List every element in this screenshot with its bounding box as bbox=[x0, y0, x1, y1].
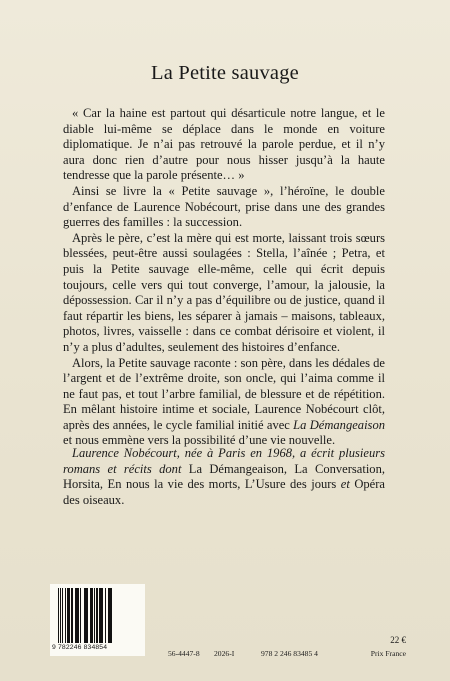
opening-quote: « Car la haine est partout qui désarticule notre langue, et le diable lui-même se déplace dans le monde en voiture diplomatique. Je n’ai pas retrouvé la parole perdue, et il n’y aura donc rien d’autre pour nous hisser jusqu’à la haute tendresse que la parole présente… » bbox=[63, 106, 385, 183]
barcode bbox=[50, 584, 145, 656]
author-works: La Démangeaison, La Conversation, Horsita, En nous la vie des morts, L’Usure des jours bbox=[63, 461, 385, 492]
barcode-digits: 9 782246 834854 bbox=[52, 644, 108, 651]
edition-code: 56-4447-8 bbox=[168, 649, 200, 658]
barcode-bar bbox=[112, 588, 113, 643]
book-title: La Petite sauvage bbox=[151, 62, 299, 84]
author-bio bbox=[63, 446, 385, 508]
blurb-paragraph: Après le père, c’est la mère qui est morte, laissant trois sœurs blessées, peut-être aussi soulagées : Stella, l’aînée ; Petra, et puis la Petite sauvage elle-même, celle qui écrit depuis toujours, celle vers qui tout converge, l’amour, la jalousie, la dépossession. Car il n’y a pas d’équilibre ou de justice, quand il faut répartir les biens, les séparer à jamais – maisons, tableaux, photos, livres, vaisselle : dans ce combat dérisoire et violent, il n’y a plus d’adultes, seulement des histoires d’enfance. bbox=[63, 230, 385, 354]
author-et: et bbox=[340, 477, 350, 492]
blurb-text: Alors, la Petite sauvage raconte : son père, dans les dédales de l’argent et de l’extrême droite, son oncle, qui l’aima comme il ne faut pas, et tout l’arbre familial, de blessure et de répétition. En mêlant histoire intime et sociale, Laurence Nobécourt clôt, après des années, le cycle familial initié avec bbox=[63, 355, 385, 432]
blurb-paragraph: Ainsi se livre la « Petite sauvage », l’héroïne, le double d’enfance de Laurence Nobécourt, prise dans une des grandes guerres des familles : la succession. bbox=[63, 183, 385, 230]
author-bio-paragraph bbox=[63, 446, 385, 508]
book-reference: La Démangeaison bbox=[293, 417, 385, 432]
author-works: Opéra des oiseaux. bbox=[63, 477, 385, 507]
isbn: 978 2 246 83485 4 bbox=[261, 649, 318, 658]
blurb-paragraph bbox=[63, 356, 385, 450]
barcode-bars bbox=[58, 588, 138, 643]
blurb bbox=[63, 106, 385, 449]
price: 22 € bbox=[390, 635, 406, 645]
blurb-text: et nous emmène vers la possibilité d’une vie nouvelle. bbox=[63, 433, 336, 448]
print-code: 2026-I bbox=[214, 649, 235, 658]
author-intro: Laurence Nobécourt, née à Paris en 1968, a écrit plusieurs romans et récits dont bbox=[63, 446, 385, 476]
price-label: Prix France bbox=[370, 649, 406, 658]
